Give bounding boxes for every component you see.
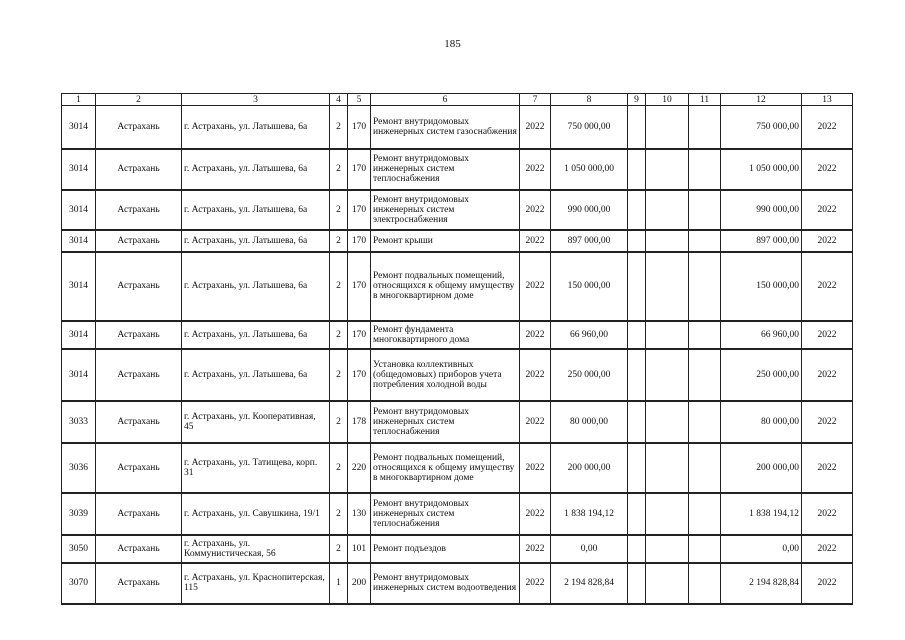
amount-cell: 897 000,00 — [551, 230, 628, 252]
address-cell: г. Астрахань, ул. Латышева, 6а — [182, 321, 330, 349]
end-year-cell: 2022 — [802, 149, 853, 190]
table-row — [62, 106, 853, 149]
table-row — [62, 230, 853, 252]
address-cell: г. Астрахань, ул. Латышева, 6а — [182, 230, 330, 252]
municipality-cell: Астрахань — [96, 443, 182, 493]
address-cell: г. Астрахань, ул. Кооперативная, 45 — [182, 401, 330, 443]
column-header-10: 10 — [646, 94, 689, 106]
table-row — [62, 401, 853, 443]
work-type-cell: Ремонт внутридомовых инженерных систем теплоснабжения — [371, 493, 520, 535]
table-row — [62, 563, 853, 604]
col9-cell — [628, 321, 646, 349]
col4-cell: 2 — [330, 349, 348, 401]
amount-cell: 80 000,00 — [551, 401, 628, 443]
col4-cell: 2 — [330, 149, 348, 190]
house-id-cell: 3014 — [62, 230, 96, 252]
col4-cell: 2 — [330, 252, 348, 321]
col5-cell: 170 — [348, 349, 371, 401]
total-amount-cell: 200 000,00 — [721, 443, 802, 493]
work-type-cell: Ремонт внутридомовых инженерных систем теплоснабжения — [371, 149, 520, 190]
work-type-cell: Ремонт внутридомовых инженерных систем теплоснабжения — [371, 401, 520, 443]
house-id-cell: 3014 — [62, 106, 96, 149]
address-cell: г. Астрахань, ул. Латышева, 6а — [182, 349, 330, 401]
municipality-cell: Астрахань — [96, 493, 182, 535]
col9-cell — [628, 401, 646, 443]
house-id-cell: 3036 — [62, 443, 96, 493]
house-id-cell: 3014 — [62, 149, 96, 190]
end-year-cell: 2022 — [802, 106, 853, 149]
col11-cell — [689, 106, 721, 149]
col10-cell — [646, 563, 689, 604]
year-cell: 2022 — [520, 252, 551, 321]
work-type-cell: Ремонт внутридомовых инженерных систем водоотведения — [371, 563, 520, 604]
address-cell: г. Астрахань, ул. Татищева, корп. 31 — [182, 443, 330, 493]
address-cell: г. Астрахань, ул. Краснопитерская, 115 — [182, 563, 330, 604]
house-id-cell: 3033 — [62, 401, 96, 443]
municipality-cell: Астрахань — [96, 190, 182, 230]
col10-cell — [646, 106, 689, 149]
work-type-cell: Ремонт внутридомовых инженерных систем газоснабжения — [371, 106, 520, 149]
work-type-cell: Ремонт подвальных помещений, относящихся к общему имуществу в многоквартирном доме — [371, 443, 520, 493]
year-cell: 2022 — [520, 321, 551, 349]
address-cell: г. Астрахань, ул. Латышева, 6а — [182, 149, 330, 190]
column-header-5: 5 — [348, 94, 371, 106]
col11-cell — [689, 230, 721, 252]
amount-cell: 200 000,00 — [551, 443, 628, 493]
col5-cell: 170 — [348, 252, 371, 321]
col9-cell — [628, 535, 646, 563]
col11-cell — [689, 190, 721, 230]
col10-cell — [646, 535, 689, 563]
end-year-cell: 2022 — [802, 349, 853, 401]
table-row — [62, 321, 853, 349]
table-row — [62, 443, 853, 493]
col4-cell: 2 — [330, 230, 348, 252]
col5-cell: 220 — [348, 443, 371, 493]
col10-cell — [646, 321, 689, 349]
col9-cell — [628, 443, 646, 493]
year-cell: 2022 — [520, 401, 551, 443]
municipality-cell: Астрахань — [96, 149, 182, 190]
col11-cell — [689, 321, 721, 349]
column-header-2: 2 — [96, 94, 182, 106]
column-header-9: 9 — [628, 94, 646, 106]
year-cell: 2022 — [520, 106, 551, 149]
col5-cell: 170 — [348, 149, 371, 190]
amount-cell: 750 000,00 — [551, 106, 628, 149]
repair-schedule-table — [61, 93, 853, 605]
total-amount-cell: 990 000,00 — [721, 190, 802, 230]
col9-cell — [628, 106, 646, 149]
col9-cell — [628, 349, 646, 401]
work-type-cell: Ремонт подъездов — [371, 535, 520, 563]
col10-cell — [646, 349, 689, 401]
table-row — [62, 535, 853, 563]
amount-cell: 990 000,00 — [551, 190, 628, 230]
col11-cell — [689, 349, 721, 401]
col11-cell — [689, 493, 721, 535]
col11-cell — [689, 443, 721, 493]
col4-cell: 1 — [330, 563, 348, 604]
col4-cell: 2 — [330, 321, 348, 349]
end-year-cell: 2022 — [802, 252, 853, 321]
amount-cell: 1 838 194,12 — [551, 493, 628, 535]
year-cell: 2022 — [520, 349, 551, 401]
total-amount-cell: 250 000,00 — [721, 349, 802, 401]
total-amount-cell: 897 000,00 — [721, 230, 802, 252]
work-type-cell: Ремонт подвальных помещений, относящихся к общему имуществу в многоквартирном доме — [371, 252, 520, 321]
total-amount-cell: 1 838 194,12 — [721, 493, 802, 535]
amount-cell: 66 960,00 — [551, 321, 628, 349]
col11-cell — [689, 401, 721, 443]
col9-cell — [628, 230, 646, 252]
municipality-cell: Астрахань — [96, 401, 182, 443]
column-header-1: 1 — [62, 94, 96, 106]
amount-cell: 1 050 000,00 — [551, 149, 628, 190]
year-cell: 2022 — [520, 230, 551, 252]
year-cell: 2022 — [520, 443, 551, 493]
col9-cell — [628, 190, 646, 230]
column-header-6: 6 — [371, 94, 520, 106]
total-amount-cell: 1 050 000,00 — [721, 149, 802, 190]
municipality-cell: Астрахань — [96, 106, 182, 149]
col5-cell: 101 — [348, 535, 371, 563]
house-id-cell: 3070 — [62, 563, 96, 604]
municipality-cell: Астрахань — [96, 321, 182, 349]
year-cell: 2022 — [520, 149, 551, 190]
total-amount-cell: 150 000,00 — [721, 252, 802, 321]
col5-cell: 170 — [348, 106, 371, 149]
col4-cell: 2 — [330, 493, 348, 535]
col4-cell: 2 — [330, 443, 348, 493]
col11-cell — [689, 563, 721, 604]
work-type-cell: Ремонт фундамента многоквартирного дома — [371, 321, 520, 349]
house-id-cell: 3050 — [62, 535, 96, 563]
total-amount-cell: 2 194 828,84 — [721, 563, 802, 604]
table-row — [62, 252, 853, 321]
column-header-3: 3 — [182, 94, 330, 106]
column-header-8: 8 — [551, 94, 628, 106]
col5-cell: 130 — [348, 493, 371, 535]
end-year-cell: 2022 — [802, 321, 853, 349]
end-year-cell: 2022 — [802, 535, 853, 563]
total-amount-cell: 750 000,00 — [721, 106, 802, 149]
address-cell: г. Астрахань, ул. Латышева, 6а — [182, 190, 330, 230]
address-cell: г. Астрахань, ул. Коммунистическая, 56 — [182, 535, 330, 563]
amount-cell: 250 000,00 — [551, 349, 628, 401]
year-cell: 2022 — [520, 535, 551, 563]
col11-cell — [689, 252, 721, 321]
col5-cell: 178 — [348, 401, 371, 443]
house-id-cell: 3014 — [62, 321, 96, 349]
col9-cell — [628, 493, 646, 535]
municipality-cell: Астрахань — [96, 349, 182, 401]
column-header-13: 13 — [802, 94, 853, 106]
amount-cell: 0,00 — [551, 535, 628, 563]
year-cell: 2022 — [520, 493, 551, 535]
end-year-cell: 2022 — [802, 493, 853, 535]
table-row — [62, 149, 853, 190]
column-header-11: 11 — [689, 94, 721, 106]
table-row — [62, 349, 853, 401]
address-cell: г. Астрахань, ул. Латышева, 6а — [182, 252, 330, 321]
col4-cell: 2 — [330, 190, 348, 230]
municipality-cell: Астрахань — [96, 563, 182, 604]
col10-cell — [646, 149, 689, 190]
total-amount-cell: 66 960,00 — [721, 321, 802, 349]
col10-cell — [646, 401, 689, 443]
end-year-cell: 2022 — [802, 563, 853, 604]
end-year-cell: 2022 — [802, 230, 853, 252]
amount-cell: 2 194 828,84 — [551, 563, 628, 604]
end-year-cell: 2022 — [802, 190, 853, 230]
column-header-7: 7 — [520, 94, 551, 106]
total-amount-cell: 80 000,00 — [721, 401, 802, 443]
end-year-cell: 2022 — [802, 443, 853, 493]
total-amount-cell: 0,00 — [721, 535, 802, 563]
col11-cell — [689, 149, 721, 190]
municipality-cell: Астрахань — [96, 535, 182, 563]
address-cell: г. Астрахань, ул. Савушкина, 19/1 — [182, 493, 330, 535]
house-id-cell: 3039 — [62, 493, 96, 535]
work-type-cell: Ремонт крыши — [371, 230, 520, 252]
col4-cell: 2 — [330, 401, 348, 443]
col4-cell: 2 — [330, 106, 348, 149]
year-cell: 2022 — [520, 190, 551, 230]
municipality-cell: Астрахань — [96, 252, 182, 321]
end-year-cell: 2022 — [802, 401, 853, 443]
col10-cell — [646, 252, 689, 321]
column-header-4: 4 — [330, 94, 348, 106]
col10-cell — [646, 493, 689, 535]
col5-cell: 200 — [348, 563, 371, 604]
year-cell: 2022 — [520, 563, 551, 604]
address-cell: г. Астрахань, ул. Латышева, 6а — [182, 106, 330, 149]
column-number-header-row — [62, 94, 853, 106]
table-row — [62, 493, 853, 535]
work-type-cell: Ремонт внутридомовых инженерных систем электроснабжения — [371, 190, 520, 230]
col9-cell — [628, 563, 646, 604]
col5-cell: 170 — [348, 190, 371, 230]
col9-cell — [628, 252, 646, 321]
column-header-12: 12 — [721, 94, 802, 106]
col5-cell: 170 — [348, 230, 371, 252]
col5-cell: 170 — [348, 321, 371, 349]
house-id-cell: 3014 — [62, 252, 96, 321]
house-id-cell: 3014 — [62, 190, 96, 230]
house-id-cell: 3014 — [62, 349, 96, 401]
col11-cell — [689, 535, 721, 563]
col10-cell — [646, 230, 689, 252]
table-row — [62, 190, 853, 230]
col10-cell — [646, 190, 689, 230]
col10-cell — [646, 443, 689, 493]
col4-cell: 2 — [330, 535, 348, 563]
work-type-cell: Установка коллективных (общедомовых) приборов учета потребления холодной воды — [371, 349, 520, 401]
amount-cell: 150 000,00 — [551, 252, 628, 321]
col9-cell — [628, 149, 646, 190]
page-number: 185 — [444, 38, 461, 50]
municipality-cell: Астрахань — [96, 230, 182, 252]
